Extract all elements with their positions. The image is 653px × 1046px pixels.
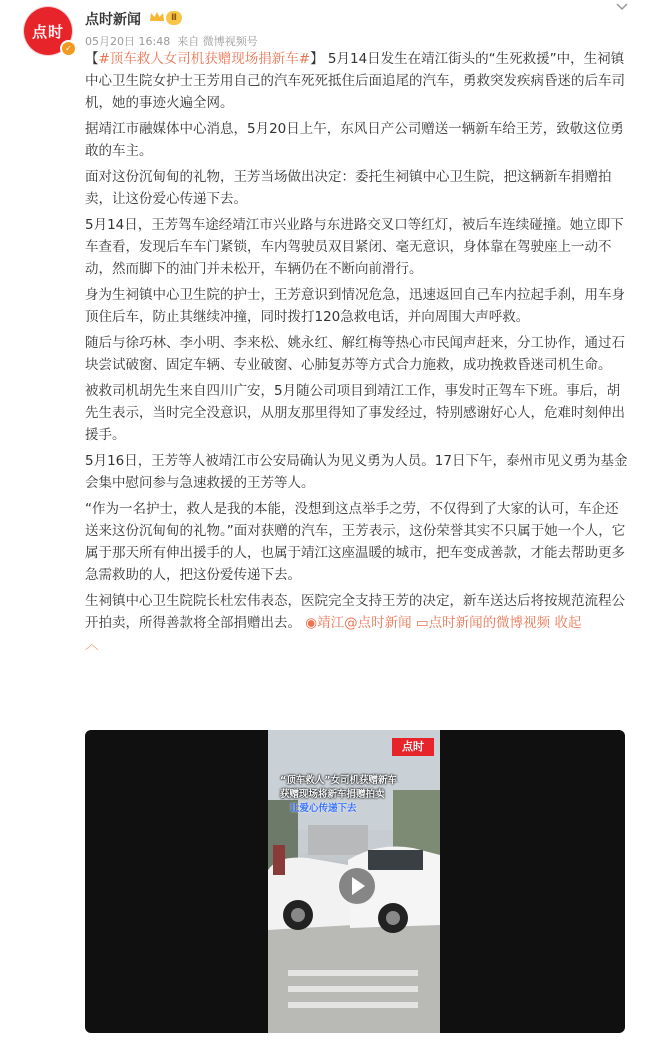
bracket-open: 【 <box>85 51 99 67</box>
paragraph-9: “作为一名护士，救人是我的本能，没想到这点举手之劳，不仅得到了大家的认可，车企还送来这份沉甸甸的礼物。”面对获赠的汽车，王芳表示，这份荣誉其实不只属于她一个人，它属于那天所有伸出援手的人，也属于靖江这座温暖的城市，把车变成善款，才能去帮助更多急需救助的人，把这份爱传递下去。 <box>85 501 626 583</box>
paragraph-5: 身为生祠镇中心卫生院的护士，王芳意识到情况危急，迅速返回自己车内拉起手刹，用车身顶住后车，防止其继续冲撞，同时拨打120急救电话，并向周围大声呼救。 <box>85 287 625 325</box>
author-name[interactable]: 点时新闻 <box>85 12 141 28</box>
collapse-icon[interactable]: ︿ <box>85 637 99 653</box>
post-source: 来自 微博视频号 <box>177 35 258 48</box>
paragraph-7: 被救司机胡先生来自四川广安，5月随公司项目到靖江工作，事发时正驾车下班。事后，胡先生表示，当时完全没意识，从朋友那里得知了事发经过，特别感谢好心人，危难时刻伸出援手。 <box>85 383 625 443</box>
video-caption-3: 让爱心传递下去 <box>290 803 357 814</box>
paragraph-8: 5月16日，王芳等人被靖江市公安局确认为见义勇为人员。17日下午，泰州市见义勇为基金会集中慰问参与急速救援的王芳等人。 <box>85 453 628 491</box>
post-content <box>85 48 630 660</box>
collapse-button[interactable]: 收起 <box>554 615 582 631</box>
post-time[interactable]: 05月20日 16:48 <box>85 35 171 48</box>
vip-crown-icon[interactable] <box>149 11 165 23</box>
video-caption-2: 获赠现场将新车捐赠拍卖 <box>280 789 385 800</box>
verified-icon: ✓ <box>60 40 77 57</box>
paragraph-1 <box>85 48 630 114</box>
video-frame[interactable] <box>268 730 440 1033</box>
video-logo: 点时 <box>392 738 434 756</box>
paragraph-3: 面对这份沉甸甸的礼物，王芳当场做出决定：委托生祠镇中心卫生院，把这辆新车捐赠拍卖，让这份爱心传递下去。 <box>85 169 612 207</box>
video-link[interactable]: ▭点时新闻的微博视频 <box>415 615 551 631</box>
paragraph-4: 5月14日，王芳驾车途经靖江市兴业路与东进路交叉口等红灯，被后车连续碰撞。她立即下车查看，发现后车车门紧锁，车内驾驶员双目紧闭、毫无意识，身体靠在驾驶座上一动不动，然而脚下的油门并未松开，车辆仍在不断向前滑行。 <box>85 217 624 277</box>
paragraph-10-text: 生祠镇中心卫生院院长杜宏伟表态，医院完全支持王芳的决定，新车送达后将按规范流程公开拍卖，所得善款将全部捐赠出去。 <box>85 593 625 631</box>
chevron-down-icon[interactable] <box>615 2 629 12</box>
level-badge[interactable]: Ⅱ <box>166 11 182 25</box>
location-link[interactable]: ◉靖江@点时新闻 <box>305 615 412 631</box>
play-icon[interactable] <box>337 866 377 906</box>
paragraph-6: 随后与徐巧林、李小明、李来松、姚永红、解红梅等热心市民闻声赶来，分工协作，通过石块尝试破窗、固定车辆、专业破窗、心肺复苏等方式合力施救，成功挽救昏迷司机生命。 <box>85 335 625 373</box>
paragraph-2: 据靖江市融媒体中心消息，5月20日上午，东风日产公司赠送一辆新车给王芳，致敬这位勇敢的车主。 <box>85 121 624 159</box>
avatar-text: 点时 <box>31 22 64 41</box>
topic-link[interactable]: #顶车救人女司机获赠现场捐新车# <box>98 51 311 67</box>
paragraph-10 <box>85 590 630 656</box>
paragraph-1-text: 5月14日发生在靖江街头的“生死救援”中，生祠镇中心卫生院女护士王芳用自己的汽车死死抵住后面追尾的汽车，勇救突发疾病昏迷的后车司机，她的事迹火遍全网。 <box>85 51 625 111</box>
video-player[interactable] <box>85 730 625 1033</box>
bracket-close: 】 <box>310 51 324 67</box>
post-meta <box>85 33 258 49</box>
video-caption-1: “顶车救人”女司机获赠新车 <box>280 775 397 786</box>
